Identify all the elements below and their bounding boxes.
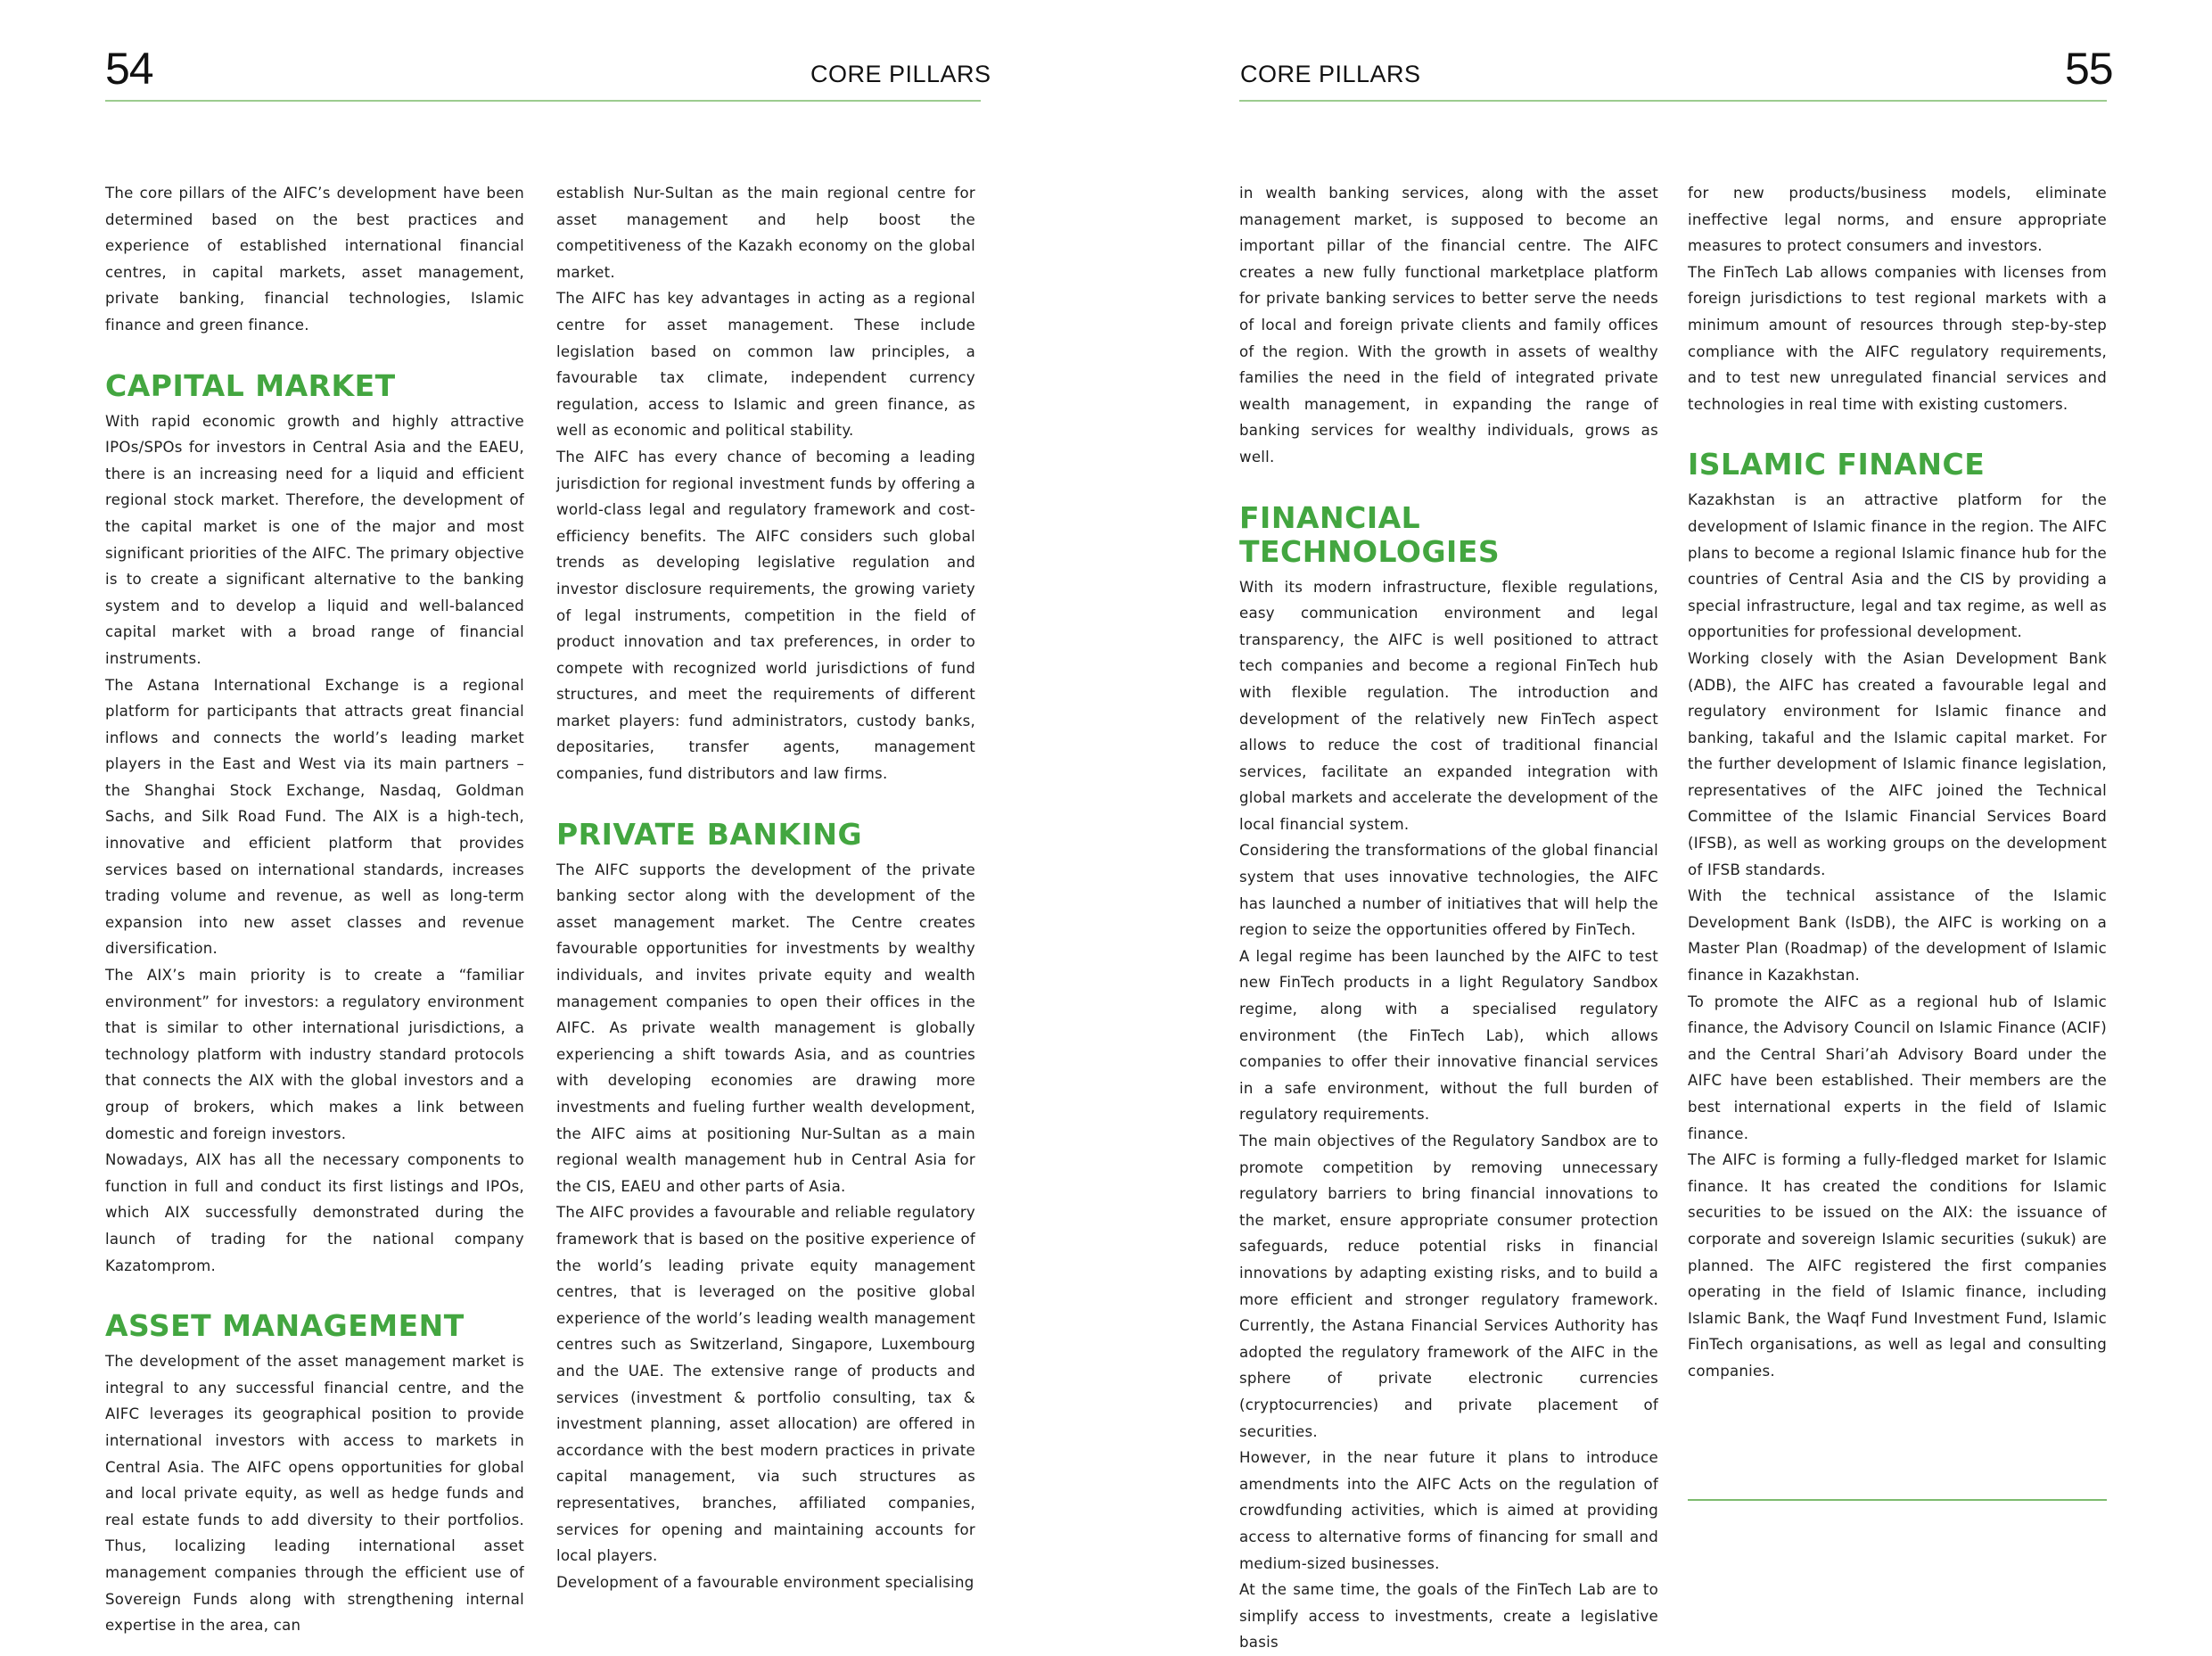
body-paragraph: With the technical assistance of the Islamic Development Bank (IsDB), the AIFC is working on a Master Plan (Roadmap) of the development of Islamic finance in Kazakhstan.: [1688, 887, 2107, 985]
heading-asset-management: ASSET MANAGEMENT: [105, 1308, 465, 1344]
body-paragraph: The AIFC has every chance of becoming a leading jurisdiction for regional investment funds by offering a world-class legal and regulatory framework and cost-efficiency benefits. The AIFC considers such global trends as developing legislative regulation and investor disclosure requirements, the growing variety of legal instruments, competition in the field of product innovation and tax preferences, in order to compete with recognized world jurisdictions of fund structures, and meet the requirements of different market players: fund administrators, custody banks, depositaries, transfer agents, management companies, fund distributors and law firms.: [556, 448, 975, 783]
body-paragraph: With its modern infrastructure, flexible regulations, easy communication environment and legal transparency, the AIFC is well positioned to attract tech companies and become a regional FinTech hub with flexible regulation. The introduction and development of the relatively new FinTech aspect allows to reduce the cost of traditional financial services, facilitate an expanded integration with global markets and accelerate the development of the local financial system.: [1239, 578, 1658, 833]
body-paragraph: To promote the AIFC as a regional hub of Islamic finance, the Advisory Council on Islamic Finance (ACIF) and the Central Shari’ah Advisory Board under the AIFC have been established. Their members are the best international experts in the field of Islamic finance.: [1688, 993, 2107, 1142]
column-1: [105, 180, 524, 1639]
intro-paragraph: The core pillars of the AIFC’s development have been determined based on the best practices and experience of established international financial centres, in capital markets, asset management, private banking, financial technologies, Islamic finance and green finance.: [105, 185, 524, 334]
header-rule-left: [105, 100, 981, 102]
body-paragraph: With rapid economic growth and highly attractive IPOs/SPOs for investors in Central Asia and the EAEU, there is an increasing need for a liquid and efficient regional stock market. Therefore, the development of the capital market is one of the major and most significant priorities of the AIFC. The primary objective is to create a significant alternative to the banking system and to develop a liquid and well-balanced capital market with a broad range of financial instruments.: [105, 412, 524, 667]
heading-line: TECHNOLOGIES: [1239, 533, 1501, 569]
running-head-right: CORE PILLARS: [1240, 61, 1421, 87]
heading-islamic-finance: ISLAMIC FINANCE: [1688, 447, 1986, 482]
body-paragraph: The AIFC provides a favourable and reliable regulatory framework that is based on the positive experience of the world’s leading private equity management centres, that is leveraged on the positive global experience of the world’s leading wealth management centres such as Switzerland, Singapore, Luxembourg and the UAE. The extensive range of products and services (investment & portfolio consulting, tax & investment planning, asset allocation) are offered in accordance with the best modern practices in private capital management, via such structures as representatives, branches, affiliated companies, services for opening and maintaining accounts for local players.: [556, 1204, 975, 1565]
page-number-right: 55: [2065, 44, 2113, 94]
page-number-left: 54: [105, 44, 153, 94]
body-paragraph: Development of a favourable environment specialising: [556, 1573, 974, 1591]
body-paragraph: in wealth banking services, along with the asset management market, is supposed to become an important pillar of the financial centre. The AIFC creates a new fully functional marketplace platform for private banking services to better serve the needs of local and foreign private clients and family offices of the region. With the growth in assets of wealthy families the need in the field of integrated private wealth management, in expanding the range of banking services for wealthy individuals, grows as well.: [1239, 185, 1658, 465]
body-paragraph: However, in the near future it plans to introduce amendments into the AIFC Acts on the regulation of crowdfunding activities, which is aimed at providing access to alternative forms of financing for small and medium-sized businesses.: [1239, 1449, 1658, 1572]
body-paragraph: A legal regime has been launched by the AIFC to test new FinTech products in a light Regulatory Sandbox regime, along with a specialised regulatory environment (the FinTech Lab), which allows companies to offer their innovative financial services in a safe environment, without the full burden of regulatory requirements.: [1239, 947, 1658, 1124]
body-paragraph: Kazakhstan is an attractive platform for the development of Islamic finance in the region. The AIFC plans to become a regional Islamic finance hub for the countries of Central Asia and the CIS by providing a special infrastructure, legal and tax regime, as well as opportunities for professional development.: [1688, 491, 2107, 641]
heading-private-banking: PRIVATE BANKING: [556, 816, 863, 852]
column-4: [1688, 180, 2107, 1385]
body-paragraph: At the same time, the goals of the FinTech Lab are to simplify access to investments, create a legislative basis: [1239, 1581, 1658, 1652]
heading-capital-market: CAPITAL MARKET: [105, 367, 396, 403]
footer-rule: [1688, 1499, 2107, 1501]
body-paragraph: The development of the asset management market is integral to any successful financial centre, and the AIFC leverages its geographical position to provide international investors with access to markets in Central Asia. The AIFC opens opportunities for global and local private equity, as well as hedge funds and real estate funds to add diversity to their portfolios. Thus, localizing leading international asset management companies through the efficient use of Sovereign Funds along with strengthening internal expertise in the area, can: [105, 1353, 524, 1635]
body-paragraph: The AIFC supports the development of the private banking sector along with the development of the asset management market. The Centre creates favourable opportunities for investments by wealthy individuals, and invites private equity and wealth management companies to open their offices in the AIFC. As private wealth management is globally experiencing a shift towards Asia, and as countries with developing economies are drawing more investments and fueling further wealth development, the AIFC aims at positioning Nur-Sultan as a main regional wealth management hub in Central Asia for the CIS, EAEU and other parts of Asia.: [556, 861, 975, 1195]
body-paragraph: The AIFC is forming a fully-fledged market for Islamic finance. It has created the conditions for Islamic securities to be issued on the AIX: the issuance of corporate and sovereign Islamic securities (sukuk) are planned. The AIFC registered the first companies operating in the field of Islamic finance, including Islamic Bank, the Waqf Fund Investment Fund, Islamic FinTech organisations, as well as legal and consulting companies.: [1688, 1151, 2107, 1380]
body-paragraph: The AIFC has key advantages in acting as a regional centre for asset management. These include legislation based on common law principles, a favourable tax climate, independent currency regulation, access to Islamic and green finance, as well as economic and political stability.: [556, 290, 975, 440]
column-3: [1239, 180, 1658, 1656]
body-paragraph: Working closely with the Asian Development Bank (ADB), the AIFC has created a favourable legal and regulatory environment for Islamic finance and banking, takaful and the Islamic capital market. For the further development of Islamic finance legislation, representatives of the AIFC joined the Technical Committee of the Islamic Financial Services Board (IFSB), as well as working groups on the development of IFSB standards.: [1688, 649, 2107, 878]
column-2: [556, 180, 975, 1595]
body-paragraph: The AIX’s main priority is to create a “familiar environment” for investors: a regulatory environment that is similar to other international jurisdictions, a technology platform with industry standard protocols that connects the AIX with the global investors and a group of brokers, which makes a link between domestic and foreign investors.: [105, 967, 524, 1142]
header-rule-right: [1239, 100, 2107, 102]
body-paragraph: The Astana International Exchange is a regional platform for participants that attracts great financial inflows and connects the world’s leading market players in the East and West via its main partners – the Shanghai Stock Exchange, Nasdaq, Goldman Sachs, and Silk Road Fund. The AIX is a high-tech, innovative and efficient platform that provides services based on international standards, increases trading volume and revenue, as well as long-term expansion into new asset classes and revenue diversification.: [105, 676, 524, 958]
body-paragraph: The main objectives of the Regulatory Sandbox are to promote competition by removing unnecessary regulatory barriers to bring financial innovations to the market, ensure appropriate consumer protection safeguards, reduce potential risks in financial innovations by adapting existing risks, and to build a more efficient and stronger regulatory framework. Currently, the Astana Financial Services Authority has adopted the regulatory framework of the AIFC in the sphere of private electronic currencies (cryptocurrencies) and private placement of securities.: [1239, 1133, 1658, 1440]
body-paragraph: Considering the transformations of the global financial system that uses innovative technologies, the AIFC has launched a number of initiatives that will help the region to seize the opportunities offered by FinTech.: [1239, 842, 1658, 939]
body-paragraph: establish Nur-Sultan as the main regional centre for asset management and help boost the competitiveness of the Kazakh economy on the global market.: [556, 185, 975, 281]
body-paragraph: The FinTech Lab allows companies with licenses from foreign jurisdictions to test regional markets with a minimum amount of resources through step-by-step compliance with the AIFC regulatory requirements, and to test new unregulated financial services and technologies in real time with existing customers.: [1688, 263, 2107, 413]
heading-financial-technologies: [1239, 501, 1658, 569]
running-head-left: CORE PILLARS: [810, 61, 991, 87]
heading-line: FINANCIAL: [1239, 499, 1421, 535]
body-paragraph: for new products/business models, eliminate ineffective legal norms, and ensure appropriate measures to protect consumers and investors.: [1688, 185, 2107, 255]
body-paragraph: Nowadays, AIX has all the necessary components to function in full and conduct its first listings and IPOs, which AIX successfully demonstrated during the launch of trading for the national company Kazatomprom.: [105, 1151, 524, 1274]
